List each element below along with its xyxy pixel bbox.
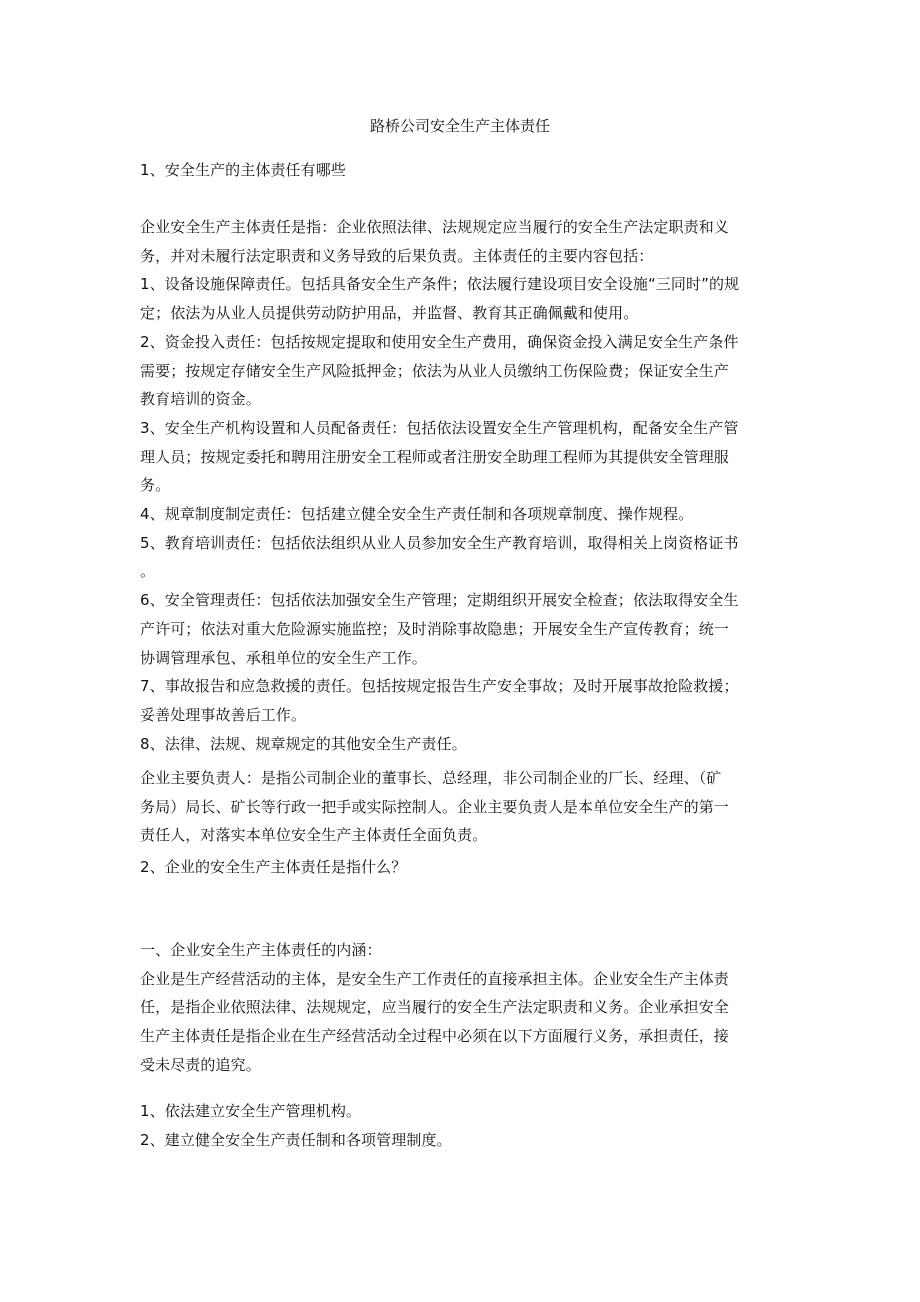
paragraph-line: 受未尽责的追究。 xyxy=(140,1055,261,1074)
paragraph-line: 企业主要负责人：是指公司制企业的董事长、总经理，非公司制企业的厂长、经理、（矿 xyxy=(140,769,722,787)
list-item-line: 协调管理承包、承租单位的安全生产工作。 xyxy=(140,648,427,667)
list-item-line: 3、安全生产机构设置和人员配备责任：包括依法设置安全生产管理机构，配备安全生产管 xyxy=(140,418,739,437)
question-1-heading xyxy=(140,156,780,185)
question-2-heading xyxy=(140,853,780,882)
list-item-line: 1、设备设施保障责任。包括具备安全生产条件；依法履行建设项目安全设施“三同时”的规 xyxy=(140,275,740,294)
list-item-line: 2、资金投入责任：包括按规定提取和使用安全生产费用，确保资金投入满足安全生产条件 xyxy=(140,332,739,351)
list-item-line: 产许可；依法对重大危险源实施监控；及时消除事故隐患；开展安全生产宣传教育；统一 xyxy=(140,619,729,638)
responsibilities-section xyxy=(140,213,780,758)
list-item-line: 理人员；按规定委托和聘用注册安全工程师或者注册安全助理工程师为其提供安全管理服 xyxy=(140,447,729,466)
list-item-line: 6、安全管理责任：包括依法加强安全生产管理；定期组织开展安全检查；依法取得安全生 xyxy=(140,591,739,610)
paragraph-line: 企业是生产经营活动的主体，是安全生产工作责任的直接承担主体。企业安全生产主体责 xyxy=(140,969,729,988)
section-heading: 一、企业安全生产主体责任的内涵： xyxy=(140,941,382,959)
list-item-line: 务。 xyxy=(140,476,171,495)
list-item-line: 7、事故报告和应急救援的责任。包括按规定报告生产安全事故；及时开展事故抢险救援； xyxy=(140,677,739,696)
list-item-line: 4、规章制度制定责任：包括建立健全安全生产责任制和各项规章制度、操作规程。 xyxy=(140,505,694,524)
question-1-text: 1、安全生产的主体责任有哪些 xyxy=(140,161,346,179)
paragraph-line: 生产主体责任是指企业在生产经营活动全过程中必须在以下方面履行义务，承担责任，接 xyxy=(140,1027,729,1046)
definition-line: 企业安全生产主体责任是指：企业依照法律、法规规定应当履行的安全生产法定职责和义 xyxy=(140,218,729,236)
list-item: 2、建立健全安全生产责任制和各项管理制度。 xyxy=(140,1130,452,1149)
question-2-text: 2、企业的安全生产主体责任是指什么？ xyxy=(140,858,407,876)
list-item-line: 定；依法为从业人员提供劳动防护用品，并监督、教育其正确佩戴和使用。 xyxy=(140,304,639,323)
principal-paragraph xyxy=(140,764,780,850)
list-item: 1、依法建立安全生产管理机构。 xyxy=(140,1102,362,1120)
list-item-line: 妥善处理事故善后工作。 xyxy=(140,705,307,724)
definition-line: 务，并对未履行法定职责和义务导致的后果负责。主体责任的主要内容包括： xyxy=(140,246,654,265)
connotation-section xyxy=(140,936,780,1080)
list-item-line: 5、教育培训责任：包括依法组织从业人员参加安全生产教育培训，取得相关上岗资格证书 xyxy=(140,533,739,552)
paragraph-line: 任，是指企业依照法律、法规规定，应当履行的安全生产法定职责和义务。企业承担安全 xyxy=(140,998,729,1017)
paragraph-line: 责任人，对落实本单位安全生产主体责任全面负责。 xyxy=(140,826,488,845)
paragraph-line: 务局）局长、矿长等行政一把手或实际控制人。企业主要负责人是本单位安全生产的第一 xyxy=(140,797,729,816)
list-item-line: 。 xyxy=(140,562,156,581)
list-item-line: 教育培训的资金。 xyxy=(140,390,261,409)
document-title: 路桥公司安全生产主体责任 xyxy=(369,117,550,135)
list-item-line: 8、法律、法规、规章规定的其他安全生产责任。 xyxy=(140,734,467,753)
final-list xyxy=(140,1097,780,1154)
list-item-line: 需要；按规定存储安全生产风险抵押金；依法为从业人员缴纳工伤保险费；保证安全生产 xyxy=(140,361,729,380)
